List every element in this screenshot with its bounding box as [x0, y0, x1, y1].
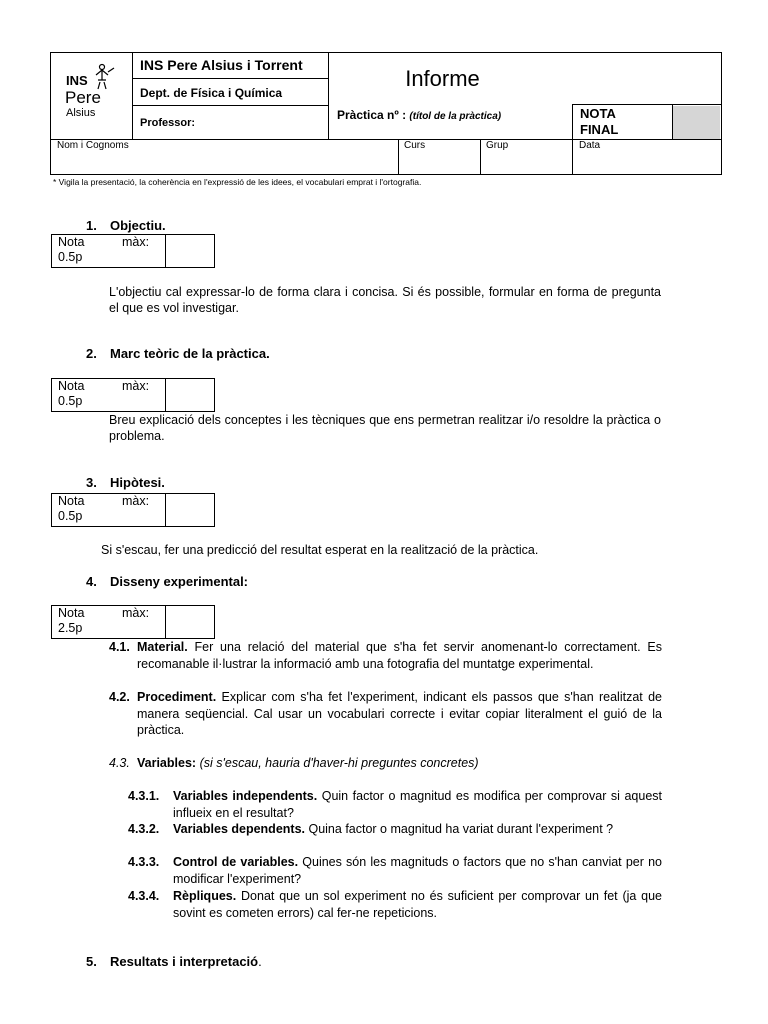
section-3-heading [86, 475, 165, 490]
variable-text: Quina factor o magnitud ha variat durant l'experiment ? [308, 822, 614, 836]
variable-number: 4.3.2. [128, 822, 160, 836]
teacher-label: Professor: [140, 117, 196, 129]
subsection-title: Variables: [137, 756, 197, 770]
final-grade-label [580, 106, 670, 138]
section-2-text: Breu explicació dels conceptes i les tècniques que ens permetran realitzar i/o resoldre la pràctica o problema. [109, 413, 661, 443]
variable-title: Control de variables. [173, 855, 299, 869]
variable-title: Variables dependents. [173, 822, 305, 836]
section-title: Disseny experimental: [110, 574, 249, 589]
header-divider [132, 78, 329, 79]
final-grade-line1: NOTA [580, 106, 616, 121]
variable-number: 4.3.4. [128, 889, 160, 903]
header-divider [328, 52, 329, 140]
section-title: Resultats i interpretació [110, 954, 259, 969]
variable-text: Donat que un sol experiment no és suficient per comprovar un fet (ja que sovint es cometen errors) cal fer-ne repeticions. [173, 889, 662, 920]
header-divider [398, 139, 399, 175]
score-box [51, 493, 215, 527]
practice-hint: (títol de la pràctica) [409, 111, 502, 122]
subsection-number: 4.1. [109, 640, 130, 654]
header-divider [480, 139, 481, 175]
subsection-title: Procediment. [137, 690, 217, 704]
group-label: Grup [486, 140, 509, 151]
section-title: Hipòtesi. [110, 475, 165, 490]
page-title: Informe [405, 66, 480, 91]
score-box [51, 234, 215, 268]
header-divider [50, 139, 722, 140]
school-name: INS Pere Alsius i Torrent [140, 57, 303, 73]
final-grade-line2: FINAL [580, 122, 619, 137]
score-max-label: màx: [122, 606, 150, 620]
course-label: Curs [404, 140, 426, 151]
score-nota-label: Nota [58, 494, 85, 508]
header-divider [132, 52, 133, 140]
score-nota-label: Nota [58, 379, 85, 393]
variable-control [128, 854, 662, 887]
section-3-text: Si s'escau, fer una predicció del resultat esperat en la realització de la pràctica. [101, 543, 539, 557]
section-number: 4. [86, 574, 97, 589]
variable-number: 4.3.3. [128, 855, 160, 869]
section-number: 5. [86, 954, 97, 969]
section-1-text: L'objectiu cal expressar-lo de forma clara i concisa. Si és possible, formular en forma de pregunta el que es vol investigar. [109, 285, 661, 315]
variable-independent [128, 788, 662, 821]
variable-text: Quines són les magnituds o factors que no s'han canviat per no modificar l'experiment? [173, 855, 662, 886]
score-box [51, 378, 215, 412]
subsection-text: (si s'escau, hauria d'haver-hi preguntes concretes) [199, 756, 479, 770]
score-points: 2.5p [58, 621, 83, 635]
score-points: 0.5p [58, 394, 83, 408]
section-number: 1. [86, 218, 97, 233]
section-4-heading [86, 574, 248, 589]
variable-text: Quin factor o magnitud es modifica per comprovar si aquest influeix en el resultat? [173, 789, 662, 820]
subsection-number: 4.3. [109, 756, 130, 770]
section-5-heading [86, 954, 262, 969]
name-label: Nom i Cognoms [57, 140, 129, 151]
final-grade-field[interactable] [673, 106, 720, 139]
date-label: Data [579, 140, 601, 151]
subsection-text: Fer una relació del material que s'ha fet servir anomenant-lo correctament. Es recomanable il·lustrar la informació amb una fotografia del muntatge experimental. [137, 640, 662, 671]
score-points: 0.5p [58, 250, 83, 264]
score-max-label: màx: [122, 235, 150, 249]
score-points: 0.5p [58, 509, 83, 523]
score-max-label: màx: [122, 494, 150, 508]
department: Dept. de Física i Química [140, 86, 283, 100]
section-2-heading [86, 346, 270, 361]
section-number: 2. [86, 346, 97, 361]
subsection-number: 4.2. [109, 690, 130, 704]
subsection-variables [109, 755, 662, 772]
logo-line1: INS [66, 73, 88, 88]
header-divider [572, 104, 722, 105]
variable-title: Rèpliques. [173, 889, 237, 903]
subsection-title: Material. [137, 640, 188, 654]
section-1-heading [86, 218, 166, 233]
score-nota-label: Nota [58, 606, 85, 620]
practice-label: Pràctica nº : [337, 108, 407, 122]
subsection-procedure [109, 689, 662, 739]
score-max-label: màx: [122, 379, 150, 393]
section-title: Objectiu. [110, 218, 166, 233]
section-title-end: . [258, 954, 262, 969]
section-title: Marc teòric de la pràctica. [110, 346, 270, 361]
variable-number: 4.3.1. [128, 789, 160, 803]
footnote: * Vigila la presentació, la coherència en l'expressió de les idees, el vocabulari emprat i l'ortografia. [53, 177, 422, 187]
header-divider [132, 105, 329, 106]
subsection-material [109, 639, 662, 672]
score-nota-label: Nota [58, 235, 85, 249]
variable-dependent [128, 821, 662, 838]
variable-title: Variables independents. [173, 789, 318, 803]
section-number: 3. [86, 475, 97, 490]
logo-line3: Alsius [66, 107, 96, 118]
variable-replicas [128, 888, 662, 921]
score-box [51, 605, 215, 639]
school-logo [62, 58, 132, 118]
logo-line2: Pere [65, 88, 101, 107]
subsection-text: Explicar com s'ha fet l'experiment, indicant els passos que s'han realitzat de manera seqüencial. Cal usar un vocabulari correcte i evitar copiar literalment el guió de la pràctica. [137, 690, 663, 737]
practice-field[interactable] [337, 108, 501, 122]
